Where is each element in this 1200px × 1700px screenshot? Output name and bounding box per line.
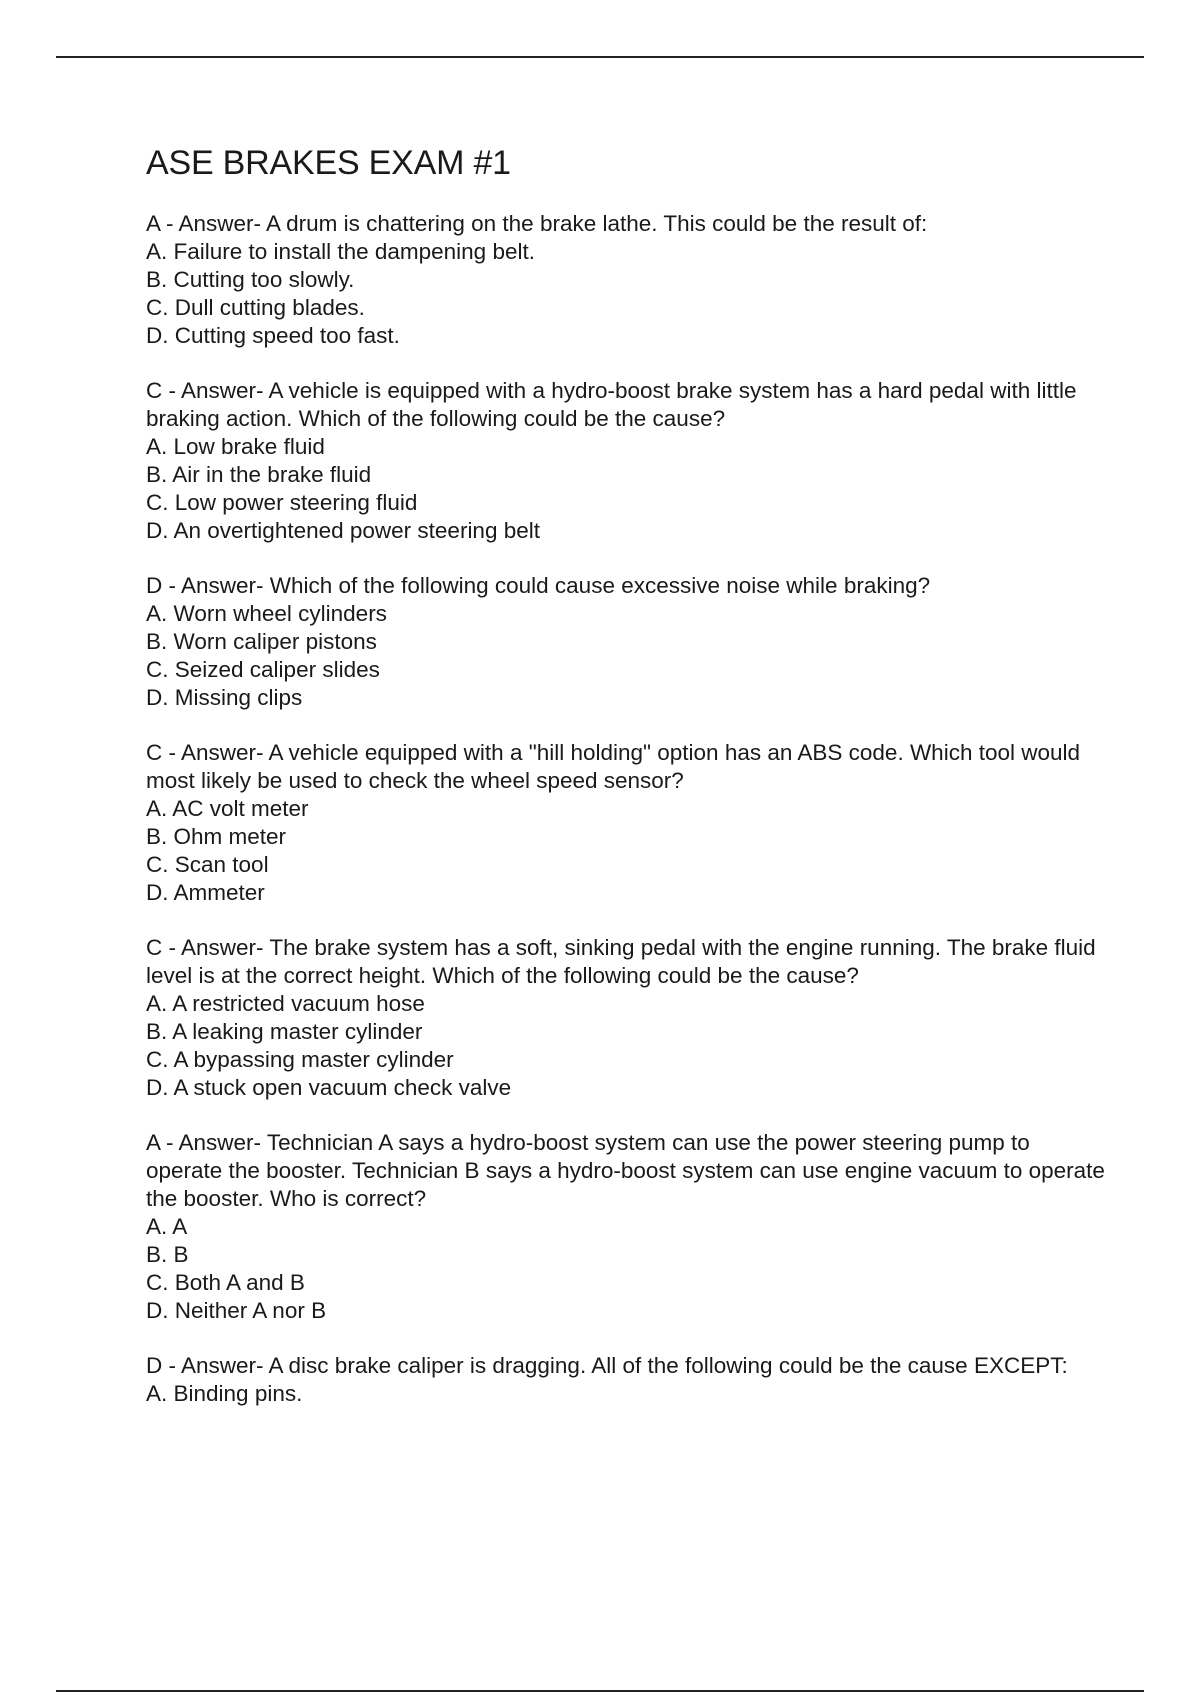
question-stem: D - Answer- Which of the following could cause excessive noise while braking? [146, 573, 931, 598]
answer-option: C. Low power steering fluid [146, 490, 418, 515]
answer-option: B. Air in the brake fluid [146, 462, 372, 487]
question-stem: C - Answer- The brake system has a soft, sinking pedal with the engine running. The brake fluid level is at the correct height. Which of the following could be the cause? [146, 935, 1096, 988]
answer-option: C. A bypassing master cylinder [146, 1047, 454, 1072]
answer-option: C. Scan tool [146, 852, 269, 877]
answer-option: A. A [146, 1214, 188, 1239]
answer-option: C. Seized caliper slides [146, 657, 380, 682]
answer-option: A. Low brake fluid [146, 434, 325, 459]
answer-option: B. Ohm meter [146, 824, 287, 849]
answer-option: A. AC volt meter [146, 796, 309, 821]
question-4 [146, 739, 1106, 907]
question-3 [146, 572, 1106, 712]
answer-option: A. A restricted vacuum hose [146, 991, 425, 1016]
answer-option: D. An overtightened power steering belt [146, 518, 540, 543]
question-5 [146, 934, 1106, 1102]
document-body [146, 143, 1106, 1435]
question-7 [146, 1352, 1106, 1408]
answer-option: D. Cutting speed too fast. [146, 323, 400, 348]
answer-option: A. Failure to install the dampening belt. [146, 239, 535, 264]
question-stem: A - Answer- A drum is chattering on the brake lathe. This could be the result of: [146, 211, 928, 236]
question-stem: C - Answer- A vehicle equipped with a "hill holding" option has an ABS code. Which tool would most likely be used to check the wheel speed sensor? [146, 740, 1081, 793]
question-2 [146, 377, 1106, 545]
footer-rule [56, 1690, 1144, 1692]
answer-option: A. Worn wheel cylinders [146, 601, 387, 626]
question-stem: D - Answer- A disc brake caliper is dragging. All of the following could be the cause EXCEPT: [146, 1353, 1068, 1378]
question-1 [146, 210, 1106, 350]
answer-option: C. Both A and B [146, 1270, 305, 1295]
answer-option: B. Cutting too slowly. [146, 267, 355, 292]
answer-option: D. Neither A nor B [146, 1298, 327, 1323]
answer-option: B. A leaking master cylinder [146, 1019, 423, 1044]
header-rule [56, 56, 1144, 58]
answer-option: D. Missing clips [146, 685, 303, 710]
answer-option: B. Worn caliper pistons [146, 629, 377, 654]
question-stem: C - Answer- A vehicle is equipped with a hydro-boost brake system has a hard pedal with little braking action. Which of the following could be the cause? [146, 378, 1077, 431]
answer-option: C. Dull cutting blades. [146, 295, 365, 320]
question-stem: A - Answer- Technician A says a hydro-boost system can use the power steering pump to operate the booster. Technician B says a hydro-boost system can use engine vacuum to operate the booster. Who is correct? [146, 1130, 1105, 1211]
question-6 [146, 1129, 1106, 1325]
answer-option: D. A stuck open vacuum check valve [146, 1075, 512, 1100]
answer-option: B. B [146, 1242, 189, 1267]
answer-option: D. Ammeter [146, 880, 265, 905]
document-title: ASE BRAKES EXAM #1 [146, 144, 511, 182]
answer-option: A. Binding pins. [146, 1381, 303, 1406]
